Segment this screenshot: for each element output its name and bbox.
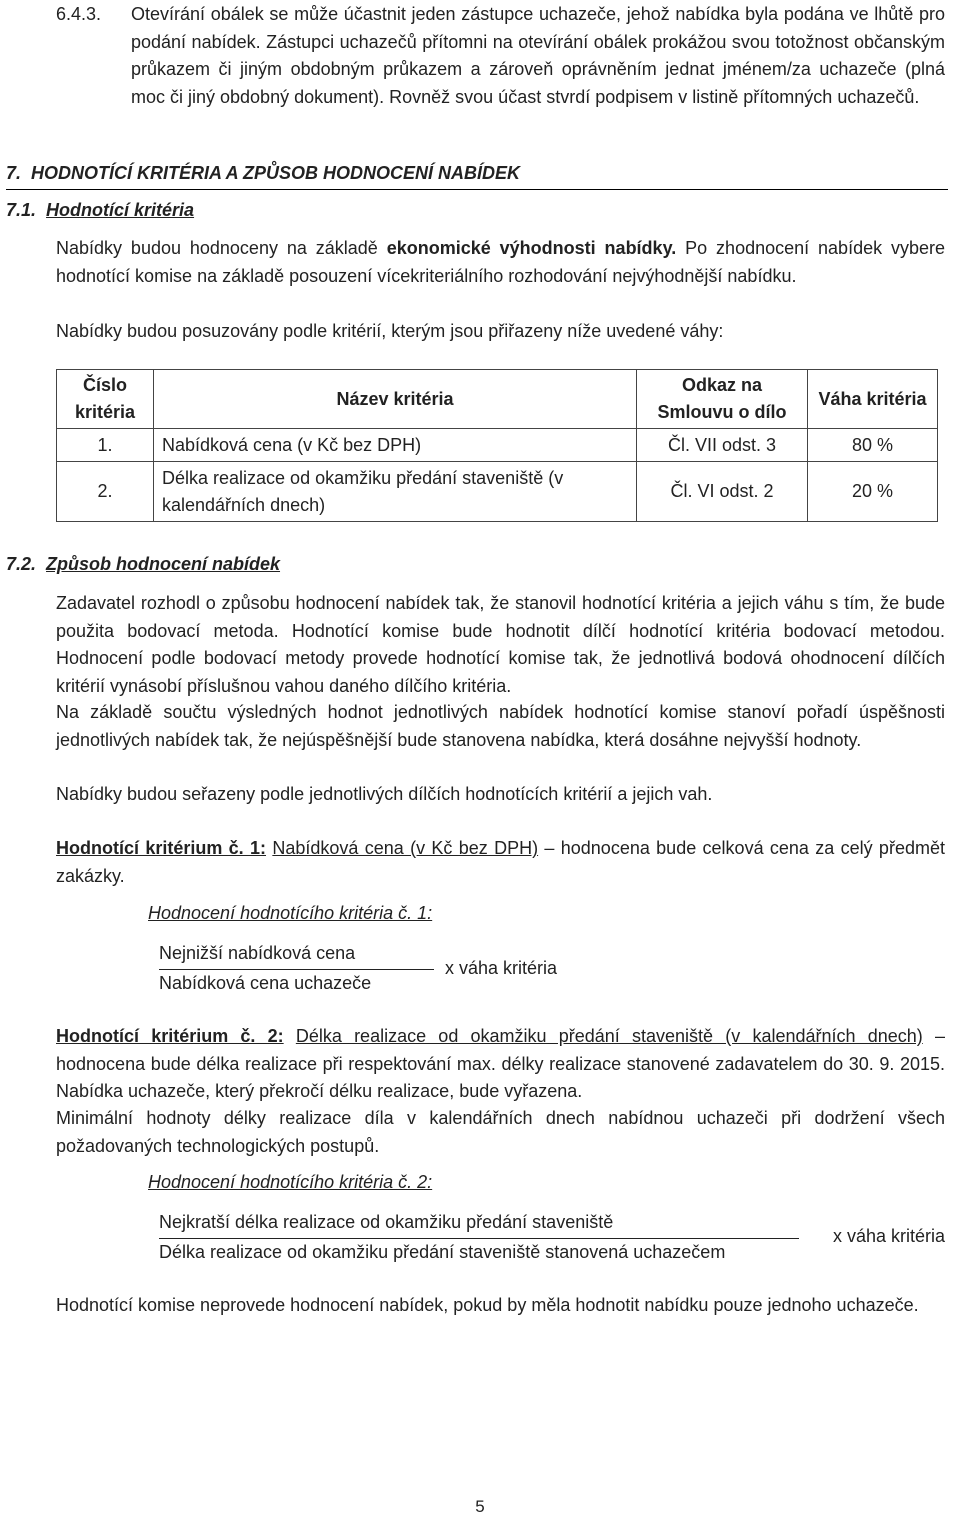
paragraph-closing: Hodnotící komise neprovede hodnocení nabídek, pokud by měla hodnotit nabídku pouze jednoho uchazeče. xyxy=(56,1295,919,1315)
chapter-heading xyxy=(6,160,948,190)
formula-1-fraction xyxy=(159,940,434,997)
table-header-row xyxy=(57,370,938,429)
criteria-table xyxy=(56,369,938,522)
section-number: 7.2. xyxy=(6,554,37,574)
paragraph-sorting: Nabídky budou seřazeny podle jednotlivých dílčích hodnotících kritérií a jejich vah. xyxy=(56,784,713,804)
formula-1-numerator: Nejnižší nabídková cena xyxy=(159,940,434,970)
formula-2-denominator: Délka realizace od okamžiku předání staveniště stanovená uchazečem xyxy=(159,1241,726,1262)
section-title: Hodnotící kritéria xyxy=(46,200,195,220)
formula-2-title: Hodnocení hodnotícího kritéria č. 2: xyxy=(148,1172,433,1192)
paragraph-method: Zadavatel rozhodl o způsobu hodnocení nabídek tak, že stanovil hodnotící kritéria a jejich váhu s tím, že bude použita bodovací metoda. Hodnotící komise bude hodnotit dílčí hodnotící kritéria bodovací metodou. Hodnocení podle bodovací metody provede hodnotící komise tak, že jednotlivá bodová ohodnocení dílčích kritérií vynásobí příslušnou vahou daného dílčího kritéria. xyxy=(56,593,945,696)
formula-1-denominator: Nabídková cena uchazeče xyxy=(159,972,372,993)
section-number: 7.1. xyxy=(6,200,37,220)
section-title: Způsob hodnocení nabídek xyxy=(46,554,281,574)
formula-2-fraction xyxy=(159,1209,799,1266)
table-row: 1. Nabídková cena (v Kč bez DPH) Čl. VII odst. 3 80 % xyxy=(57,429,938,462)
page-number: 5 xyxy=(475,1497,485,1516)
paragraph-evaluation-basis: Nabídky budou hodnoceny na základě ekonomické výhodnosti nabídky. Po zhodnocení nabídek vybere hodnotící komise na základě posouzení vícekriteriálního rozhodování nejvýhodnější nabídku. xyxy=(56,238,946,286)
formula-1-title: Hodnocení hodnotícího kritéria č. 1: xyxy=(148,903,433,923)
chapter-number: 7. xyxy=(6,163,22,183)
formula-1-weight: x váha kritéria xyxy=(445,958,558,978)
table-row: 2. Délka realizace od okamžiku předání staveniště (v kalendářních dnech) Čl. VI odst. 2 20 % xyxy=(57,462,938,522)
header-weight: Váha kritéria xyxy=(808,370,938,429)
criterion-1-description: Hodnotící kritérium č. 1: Nabídková cena (v Kč bez DPH) – hodnocena bude celková cena za celý předmět zakázky. xyxy=(56,838,945,886)
formula-2-weight: x váha kritéria xyxy=(833,1226,946,1246)
section-heading-71 xyxy=(6,197,194,225)
section-heading-72 xyxy=(6,551,280,579)
section-number: 6.4.3. xyxy=(56,4,102,24)
paragraph-envelope-opening: Otevírání obálek se může účastnit jeden zástupce uchazeče, jehož nabídka byla podána ve lhůtě pro podání nabídek. Zástupci uchazečů přítomni na otevírání obálek prokážou svou totožnost občanským průkazem či jiným obdobným průkazem a zároveň oprávněním jednat jménem/za uchazeče (plná moc či jiný obdobný dokument). Rovněž svou účast stvrdí podpisem v listině přítomných uchazečů. xyxy=(131,4,945,107)
header-reference: Odkaz na Smlouvu o dílo xyxy=(637,370,808,429)
criterion-2-description: Hodnotící kritérium č. 2: Délka realizace od okamžiku předání staveniště (v kalendářních dnech) – hodnocena bude délka realizace při respektování max. délky realizace stanovené zadavatelem do 30. 9. 2015. Nabídka uchazeče, který překročí délku realizace, bude vyřazena. xyxy=(56,1026,945,1101)
header-number: Číslo kritéria xyxy=(57,370,154,429)
chapter-title: HODNOTÍCÍ KRITÉRIA A ZPŮSOB HODNOCENÍ NABÍDEK xyxy=(31,163,521,183)
header-name: Název kritéria xyxy=(154,370,637,429)
paragraph-weights-intro: Nabídky budou posuzovány podle kritérií, kterým jsou přiřazeny níže uvedené váhy: xyxy=(56,321,724,341)
paragraph-minimum-values: Minimální hodnoty délky realizace díla v kalendářních dnech nabídnou uchazeči při dodržení všech požadovaných technologických postupů. xyxy=(56,1108,945,1156)
formula-2-numerator: Nejkratší délka realizace od okamžiku předání staveniště xyxy=(159,1209,799,1239)
paragraph-ranking: Na základě součtu výsledných hodnot jednotlivých nabídek hodnotící komise stanoví pořadí úspěšnosti jednotlivých nabídek tak, že nejúspěšnější bude stanovena nabídka, která dosáhne nejvyšší hodnoty. xyxy=(56,702,945,750)
